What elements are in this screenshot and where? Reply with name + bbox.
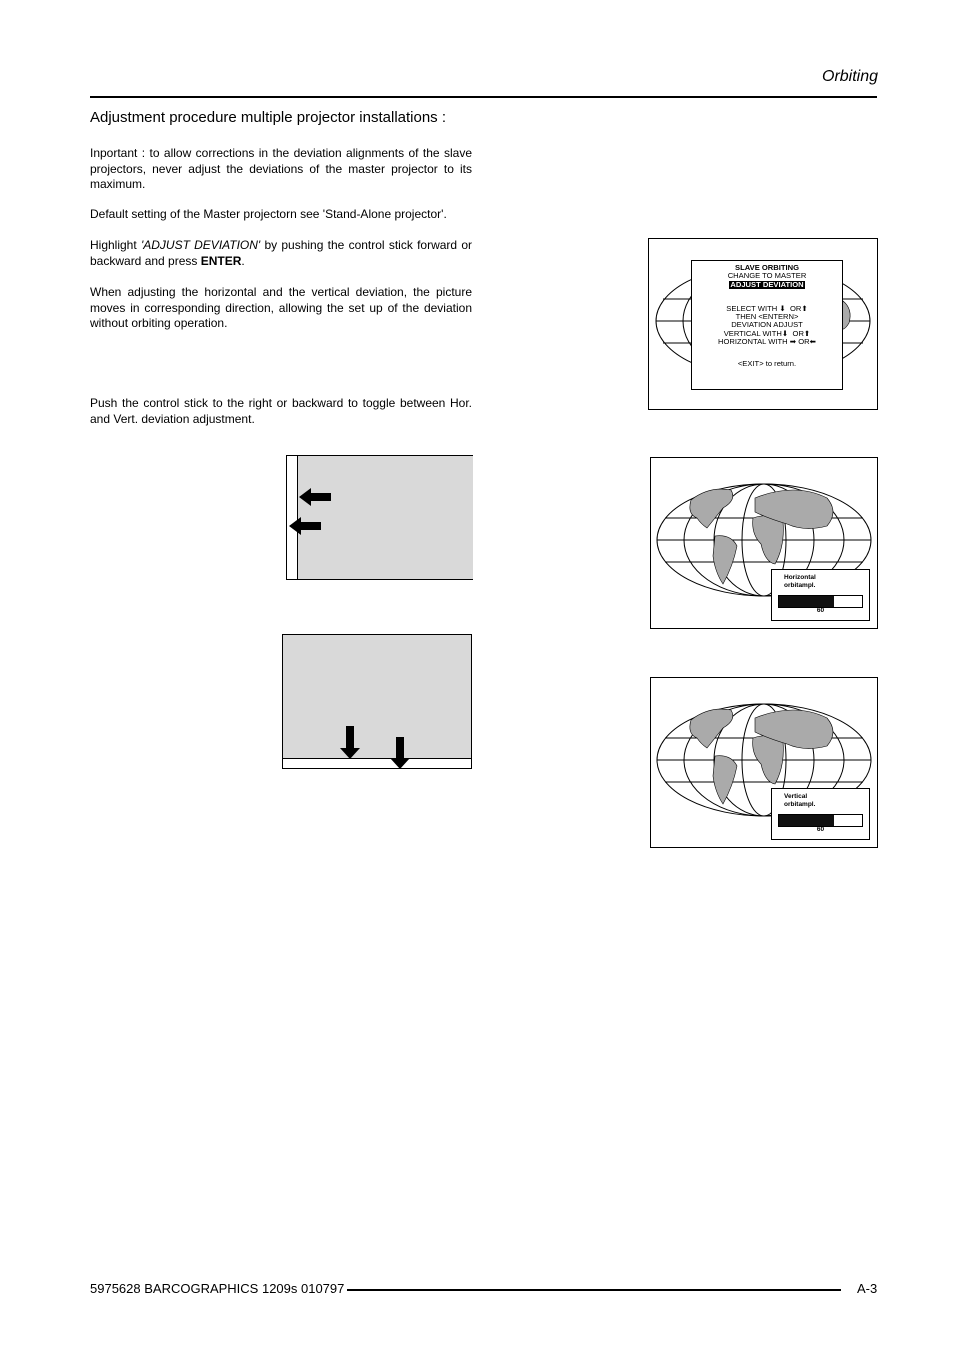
menu-item-adjust-deviation[interactable]: ADJUST DEVIATION [730, 279, 804, 289]
arrow-left-icon: ⬅ [809, 337, 816, 347]
menu-exit[interactable]: <EXIT> to return. [737, 359, 797, 369]
slave-orbiting-menu [691, 260, 843, 390]
menu-deviation-adjust: DEVIATION ADJUST [731, 320, 803, 330]
osd-label-line2: orbitampl. [784, 801, 816, 808]
osd-label-line2: orbitampl. [784, 582, 816, 589]
footer-rule [347, 1289, 841, 1291]
menu-title: SLAVE ORBITING [735, 263, 799, 272]
menu-then-enter: THEN <ENTERN> [735, 312, 799, 322]
select-with-label: SELECT WITH [726, 303, 778, 313]
section-title: Orbiting [822, 68, 879, 85]
osd-label-line1: Vertical [784, 793, 808, 800]
paragraph-default-setting: Default setting of the Master projectorn see 'Stand-Alone projector'. [90, 207, 447, 221]
footer-doc-ref: 5975628 BARCOGRAPHICS 1209s 010797 [90, 1281, 345, 1296]
arrow-down-icon: ⬇ [781, 328, 789, 338]
horizontal-amplitude-figure [650, 457, 878, 629]
horizontal-orbit-osd [771, 569, 870, 621]
paragraph-adjusting: When adjusting the horizontal and the vertical deviation, the picture moves in corresponding direction, allowing the set up of the deviation without orbiting operation. [90, 285, 472, 330]
vertical-amplitude-figure [650, 677, 878, 848]
page-heading: Adjustment procedure multiple projector installations : [90, 109, 447, 126]
osd-label-line1: Horizontal [784, 574, 816, 581]
horizontal-amplitude-value: 60 [816, 607, 825, 614]
highlight-post: . [241, 253, 245, 268]
vertical-with-label: VERTICAL WITH [723, 328, 782, 338]
osd-label [784, 574, 816, 590]
horizontal-or-label: OR [798, 337, 810, 347]
highlight-mid: by pushing the control stick forward or backward and press [90, 238, 472, 268]
arrow-left-icon [287, 456, 472, 579]
vertical-amplitude-value: 60 [816, 826, 825, 833]
horizontal-with-label: HORIZONTAL WITH [718, 337, 788, 347]
select-or-label: OR [789, 303, 802, 313]
arrow-up-icon: ⬆ [803, 328, 811, 338]
osd-label [784, 793, 815, 809]
arrow-down-icon [283, 635, 471, 768]
horizontal-shift-figure [286, 455, 473, 580]
paragraph-important: Inportant : to allow corrections in the deviation alignments of the slave projectors, never adjust the deviations of the master projector to its maximum. [90, 146, 472, 191]
arrow-up-icon: ⬆ [801, 303, 808, 313]
arrow-right-icon: ➡ [789, 337, 797, 347]
paragraph-toggle: Push the control stick to the right or backward to toggle between Hor. and Vert. deviation adjustment. [90, 396, 472, 426]
vertical-orbit-osd [771, 788, 870, 840]
highlight-pre: Highlight [90, 238, 141, 252]
paragraph-highlight [90, 238, 472, 269]
vertical-or-label: OR [792, 328, 804, 338]
horizontal-amplitude-fill [779, 596, 834, 607]
page-number: A-3 [857, 1281, 878, 1296]
menu-item-change-to-master[interactable]: CHANGE TO MASTER [727, 271, 807, 281]
header-rule [90, 96, 877, 98]
vertical-shift-figure [282, 634, 472, 769]
vertical-amplitude-fill [779, 815, 834, 826]
arrow-down-icon: ⬇ [779, 303, 786, 313]
highlight-enter: ENTER [200, 253, 242, 268]
menu-horizontal-with [692, 338, 842, 346]
highlight-emphasis: 'ADJUST DEVIATION' [140, 238, 261, 252]
